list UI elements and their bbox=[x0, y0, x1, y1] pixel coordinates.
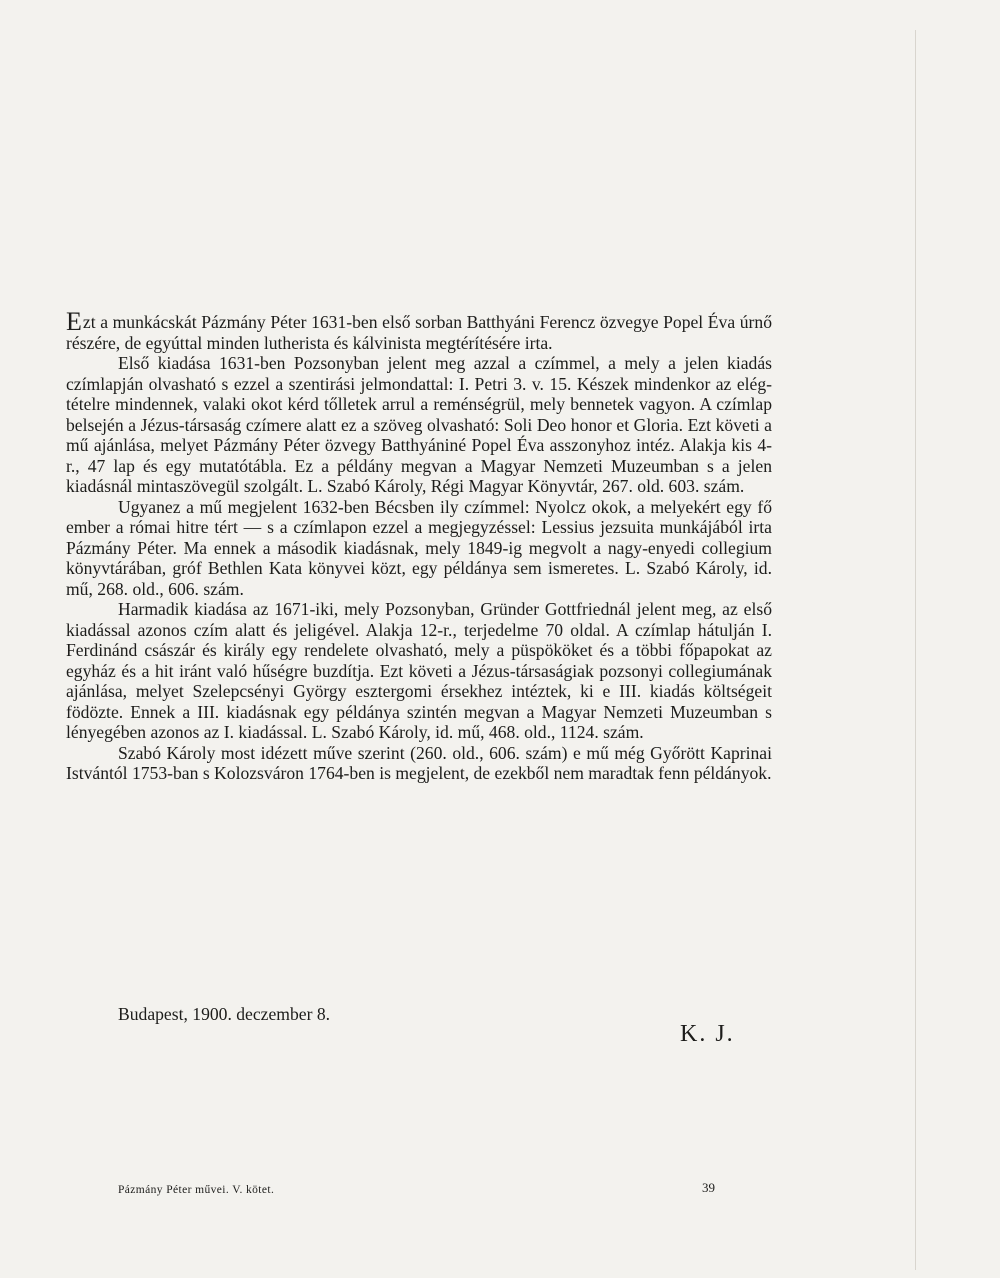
paragraph-2: Első kiadása 1631-ben Pozsonyban jelent meg azzal a czímmel, a mely a jelen kiadás czímlapján olvasható s ezzel a szentirási jelmondattal: I. Petri 3. v. 15. Készek mindenkor az elég-tételre mindennek, valaki okot kérd tőlletek arrul a reménségrül, mely bennetek vagyon. A czímlap belsején a Jézus-társaság czímere alatt ez a szöveg olvasható: Soli Deo honor et Gloria. Ezt követi a mű ajánlása, melyet Pázmány Péter özvegy Batthyániné Popel Éva asszonyhoz intéz. Alakja kis 4-r., 47 lap és egy mutatótábla. Ez a példány megvan a Magyar Nemzeti Muzeumban s a jelen kiadásnál mintaszövegül szolgált. L. Szabó Károly, Régi Magyar Könyvtár, 267. old. 603. szám. bbox=[66, 353, 772, 496]
drop-cap: E bbox=[66, 307, 82, 336]
page-number: 39 bbox=[702, 1180, 715, 1195]
paragraph-3: Ugyanez a mű megjelent 1632-ben Bécsben ily czímmel: Nyolcz okok, a melyekért egy fő ember a római hitre tért — s a czímlapon ezzel a megjegyzéssel: Lessius jezsuita munkájából irta Pázmány Péter. Ma ennek a második kiadásnak, mely 1849-ig megvolt a nagy-enyedi collegium könyvtárában, gróf Bethlen Kata könyvei közt, egy példánya sem ismeretes. L. Szabó Károly, id. mű, 268. old., 606. szám. bbox=[66, 496, 772, 599]
paragraph-4: Harmadik kiadása az 1671-iki, mely Pozsonyban, Gründer Gottfriednál jelent meg, az első kiadással azonos czím alatt és jeligével. Alakja 12-r., terjedelme 70 oldal. A czímlap hátulján I. Ferdinánd császár és király egy rendelete olvasható, mely a püspököket és a többi főpapokat az egyház és a hit iránt való hűségre buzdítja. Ezt követi a Jézus-társaságiak pozsonyi collegiumának ajánlása, melyet Szelepcsényi György esztergomi érsekhez intéztek, ki e III. kiadás költségeit födözte. Ennek a III. kiadásnak egy példánya szintén megvan a Magyar Nemzeti Muzeumban s lényegében azonos az I. kiadással. L. Szabó Károly, id. mű, 468. old., 1124. szám. bbox=[66, 599, 772, 742]
paragraph-1 bbox=[66, 307, 772, 353]
footer-series-title: Pázmány Péter művei. V. kötet. bbox=[118, 1184, 275, 1196]
paragraph-1-text: zt a munkácskát Pázmány Péter 1631-ben első sorban Batthyáni Ferencz özvegye Popel Éva úrnő részére, de egyúttal minden lutherista és kálvinista megtérítésére irta. bbox=[66, 312, 772, 353]
paragraph-5: Szabó Károly most idézett műve szerint (260. old., 606. szám) e mű még Győrött Kaprinai Istvántól 1753-ban s Kolozsváron 1764-ben is megjelent, de ezekből nem maradtak fenn példányok. bbox=[66, 742, 772, 783]
dateline: Budapest, 1900. deczember 8. bbox=[118, 1004, 331, 1024]
page-edge-line bbox=[915, 30, 916, 1270]
body-text bbox=[66, 307, 772, 784]
signature-initials: K. J. bbox=[680, 1021, 735, 1047]
